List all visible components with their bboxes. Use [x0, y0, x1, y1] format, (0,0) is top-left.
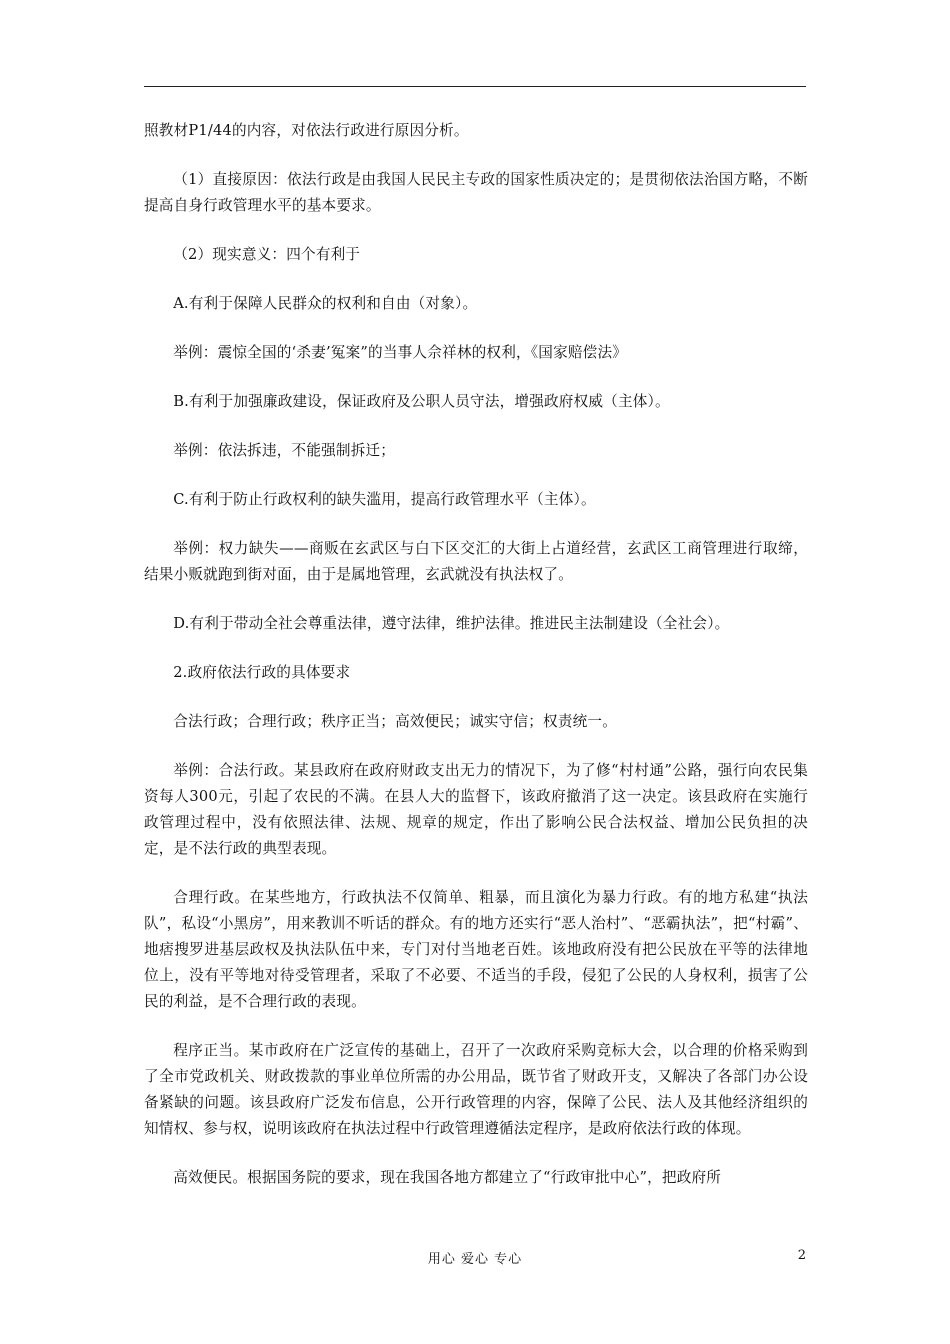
- section-heading: 2.政府依法行政的具体要求: [173, 664, 351, 681]
- paragraph: 举例：依法拆违，不能强制拆迁；: [173, 442, 396, 459]
- paragraph: （2）现实意义：四个有利于: [173, 246, 361, 263]
- paragraph: C.有利于防止行政权利的缺失滥用，提高行政管理水平（主体）。: [173, 491, 596, 508]
- document-body: [144, 118, 808, 1214]
- page-number: 2: [797, 1248, 806, 1263]
- paragraph: 举例：震惊全国的‘杀妻’冤案”的当事人佘祥林的权利，《国家赔偿法》: [173, 344, 628, 361]
- paragraph: （1）直接原因：依法行政是由我国人民民主专政的国家性质决定的；是贯彻依法治国方略，不断提高自身行政管理水平的基本要求。: [144, 171, 808, 214]
- paragraph: 合理行政。在某些地方，行政执法不仅简单、粗暴，而且演化为暴力行政。有的地方私建“执法队”，私设“小黑房”，用来教训不听话的群众。有的地方还实行“恶人治村”、“恶霸执法”，把“村霸”、地痞搜罗进基层政权及执法队伍中来，专门对付当地老百姓。该地政府没有把公民放在平等的法律地位上，没有平等地对待受管理者，采取了不必要、不适当的手段，侵犯了公民的人身权利，损害了公民的利益，是不合理行政的表现。: [144, 889, 808, 1010]
- paragraph: B.有利于加强廉政建设，保证政府及公职人员守法，增强政府权威（主体）。: [173, 393, 670, 410]
- paragraph: 举例：合法行政。某县政府在政府财政支出无力的情况下，为了修“村村通”公路，强行向农民集资每人300元，引起了农民的不满。在县人大的监督下，该政府撤消了这一决定。该县政府在实施行政管理过程中，没有依照法律、法规、规章的规定，作出了影响公民合法权益、增加公民负担的决定，是不法行政的典型表现。: [144, 762, 808, 857]
- paragraph: 合法行政；合理行政；秩序正当；高效便民；诚实守信；权责统一。: [173, 713, 618, 730]
- paragraph: A.有利于保障人民群众的权利和自由（对象）。: [173, 295, 478, 312]
- header-rule: [144, 86, 806, 87]
- paragraph: D.有利于带动全社会尊重法律，遵守法律，维护法律。推进民主法制建设（全社会）。: [173, 615, 730, 632]
- paragraph: 高效便民。根据国务院的要求，现在我国各地方都建立了“行政审批中心”，把政府所: [173, 1169, 722, 1186]
- footer-motto: 用心 爱心 专心: [427, 1252, 523, 1267]
- paragraph: 照教材P1/44的内容，对依法行政进行原因分析。: [144, 122, 469, 139]
- paragraph: 举例：权力缺失——商贩在玄武区与白下区交汇的大街上占道经营，玄武区工商管理进行取缔，结果小贩就跑到街对面，由于是属地管理，玄武就没有执法权了。: [144, 540, 808, 583]
- paragraph: 程序正当。某市政府在广泛宣传的基础上，召开了一次政府采购竞标大会，以合理的价格采购到了全市党政机关、财政拨款的事业单位所需的办公用品，既节省了财政开支，又解决了各部门办公设备紧缺的问题。该县政府广泛发布信息，公开行政管理的内容，保障了公民、法人及其他经济组织的知情权、参与权，说明该政府在执法过程中行政管理遵循法定程序，是政府依法行政的体现。: [144, 1042, 808, 1137]
